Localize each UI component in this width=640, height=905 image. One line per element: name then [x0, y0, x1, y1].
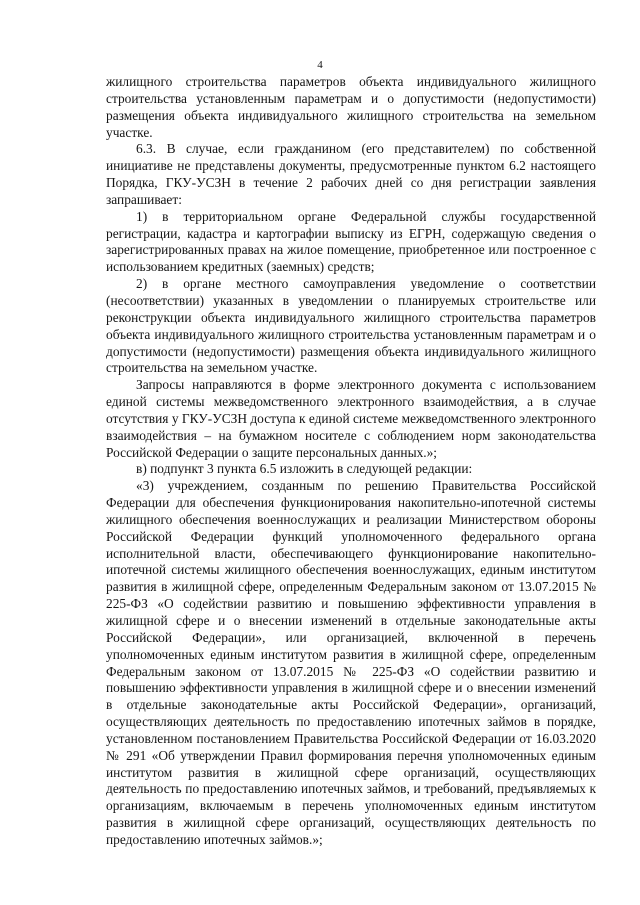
paragraph-requests: Запросы направляются в форме электронного документа с использованием единой системы межведомственного электронного взаимодействия, а в случае отсутствия у ГКУ-УСЗН доступа к единой системе межведомственного электронного взаимодействия – на бумажном носителе с соблюдением норм законодательства Российской Федерации о защите персональных данных.»; — [106, 377, 596, 460]
document-body — [106, 74, 596, 849]
paragraph-item-2: 2) в органе местного самоуправления уведомление о соответствии (несоответствии) указанных в уведомлении о планируемых строительстве или реконструкции объекта индивидуального жилищного строительства параметров объекта индивидуального жилищного строительства установленным параметрам и о допустимости (недопустимости) размещения объекта индивидуального жилищного строительства на земельном участке. — [106, 276, 596, 376]
paragraph-continuation: жилищного строительства параметров объекта индивидуального жилищного строительства установленным параметрам и о допустимости (недопустимости) размещения объекта индивидуального жилищного строительства на земельном участке. — [106, 74, 596, 140]
page-number: 4 — [317, 59, 323, 71]
paragraph-item-3: «3) учреждением, созданным по решению Правительства Российской Федерации для обеспечения функционирования накопительно-ипотечной системы жилищного обеспечения военнослужащих и реализации Министерством обороны Российской Федерации функций уполномоченного федерального органа исполнительной власти, обеспечивающего функционирование накопительно-ипотечной системы жилищного обеспечения военнослужащих, единым институтом развития в жилищной сфере, определенным Федеральным законом от 13.07.2015 № 225-ФЗ «О содействии развитию и повышению эффективности управления в жилищной сфере и о внесении изменений в отдельные законодательные акты Российской Федерации», или организацией, включенной в перечень уполномоченных единым институтом развития в жилищной сфере, определенным Федеральным законом от 13.07.2015 № 225-ФЗ «О содействии развитию и повышению эффективности управления в жилищной сфере и о внесении изменений в отдельные законодательные акты Российской Федерации», организаций, осуществляющих деятельность по предоставлению ипотечных займов в порядке, установленном постановлением Правительства Российской Федерации от 16.03.2020 № 291 «Об утверждении Правил формирования перечня уполномоченных единым институтом развития в жилищной сфере организаций, осуществляющих деятельность по предоставлению ипотечных займов, и требований, предъявляемых к организациям, включаемым в перечень уполномоченных единым институтом развития в жилищной сфере организаций, осуществляющих деятельность по предоставлению ипотечных займов.»; — [106, 478, 596, 847]
paragraph-6-3: 6.3. В случае, если гражданином (его представителем) по собственной инициативе не представлены документы, предусмотренные пунктом 6.2 настоящего Порядка, ГКУ-УСЗН в течение 2 рабочих дней со дня регистрации заявления запрашивает: — [106, 141, 596, 207]
paragraph-subitem-v: в) подпункт 3 пункта 6.5 изложить в следующей редакции: — [136, 461, 473, 477]
paragraph-item-1: 1) в территориальном органе Федеральной службы государственной регистрации, кадастра и картографии выписку из ЕГРН, содержащую сведения о зарегистрированных правах на жилое помещение, приобретенное или построенное с использованием кредитных (заемных) средств; — [106, 208, 596, 275]
